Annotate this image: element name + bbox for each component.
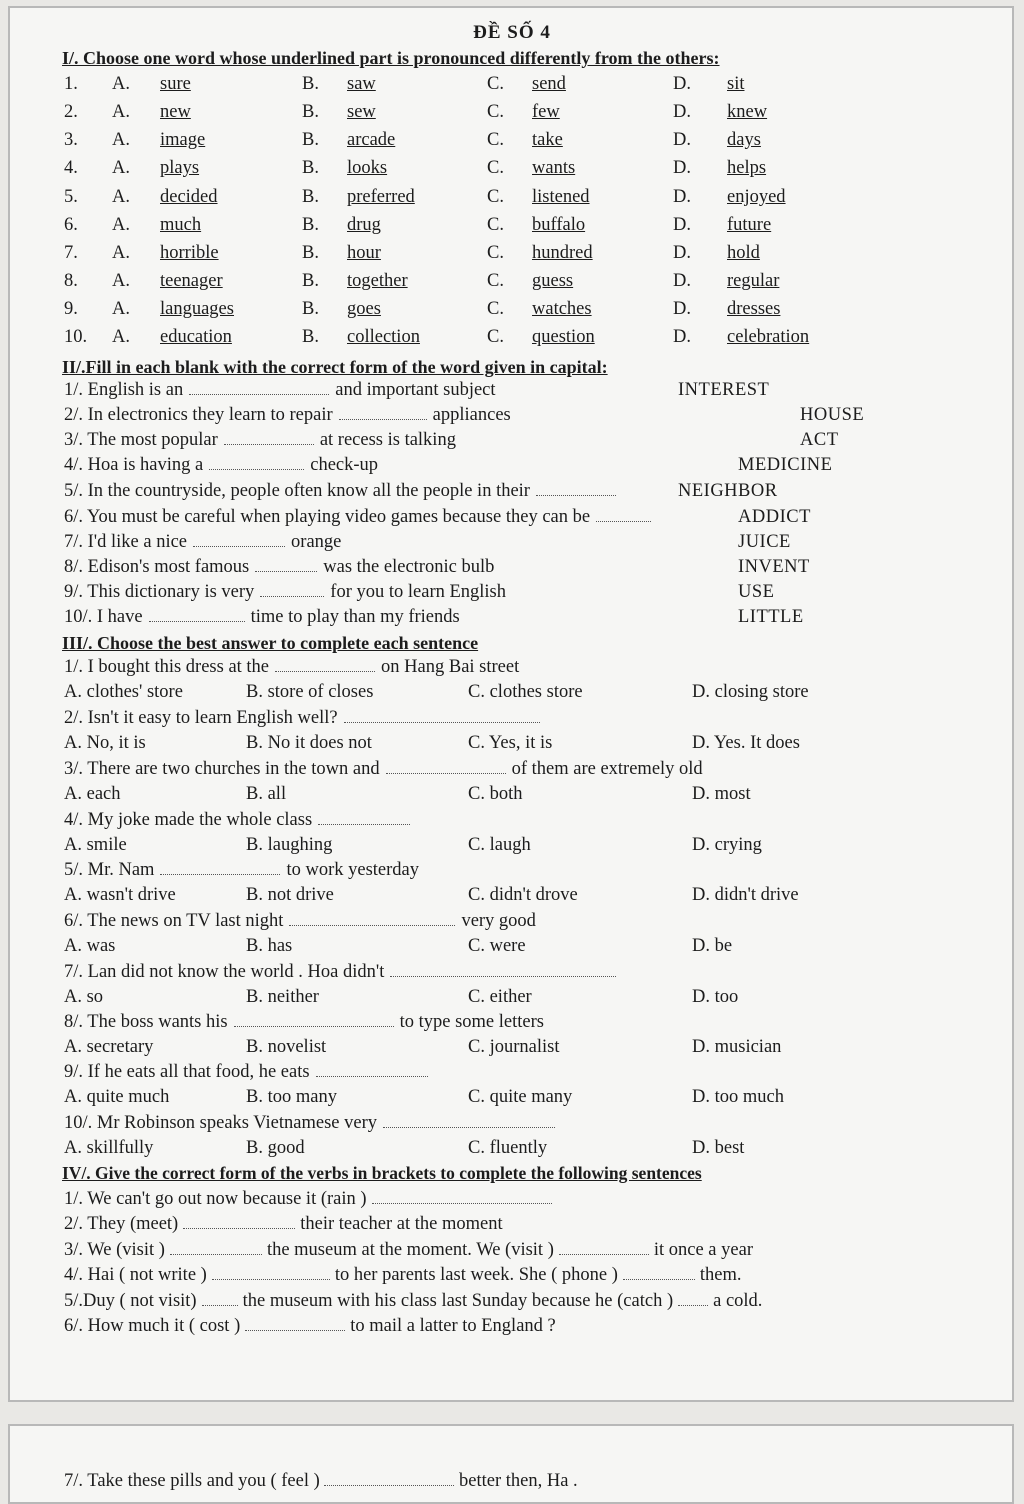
option-b[interactable]: B. neither xyxy=(246,987,319,1007)
item-text: 2/. They (meet) xyxy=(64,1214,179,1234)
option-c[interactable]: C. were xyxy=(468,936,526,956)
question-text: 4/. My joke made the whole class xyxy=(64,810,313,830)
section2-heading: II/.Fill in each blank with the correct form of the word given in capital: xyxy=(62,357,608,377)
section2-item xyxy=(64,605,460,629)
item-text: time to play than my friends xyxy=(250,607,460,627)
item-number: 5. xyxy=(64,187,78,207)
option-b-letter: B. xyxy=(302,299,319,319)
option-d[interactable]: D. musician xyxy=(692,1037,782,1057)
option-b[interactable]: B. too many xyxy=(246,1087,337,1107)
option-d-letter: D. xyxy=(673,299,691,319)
item-text: 7/. Take these pills and you ( feel ) xyxy=(64,1471,320,1491)
section2-item xyxy=(64,479,622,503)
section3-question xyxy=(64,960,622,984)
question-text: 7/. Lan did not know the world . Hoa didn't xyxy=(64,962,385,982)
option-b[interactable]: collection xyxy=(347,327,420,347)
answer-blank[interactable] xyxy=(275,655,375,672)
option-a[interactable]: education xyxy=(160,327,232,347)
answer-blank[interactable] xyxy=(170,1238,262,1255)
item-number: 7. xyxy=(64,243,78,263)
section3-question xyxy=(64,909,536,933)
option-b[interactable]: arcade xyxy=(347,130,396,150)
item-number: 10. xyxy=(64,327,88,347)
section3-question xyxy=(64,1060,434,1084)
section3-options xyxy=(0,1085,1024,1111)
option-c[interactable]: C. clothes store xyxy=(468,682,583,702)
section3-heading: III/. Choose the best answer to complete each sentence xyxy=(62,633,479,653)
option-c[interactable]: C. quite many xyxy=(468,1087,573,1107)
option-d[interactable]: D. most xyxy=(692,784,751,804)
option-b[interactable]: drug xyxy=(347,215,381,235)
option-c[interactable]: C. fluently xyxy=(468,1138,548,1158)
section2-item xyxy=(64,530,341,554)
section4-item xyxy=(64,1238,753,1262)
option-d[interactable]: celebration xyxy=(727,327,810,347)
option-a-letter: A. xyxy=(112,243,130,263)
option-a[interactable]: A. quite much xyxy=(64,1087,170,1107)
question-text: 2/. Isn't it easy to learn English well? xyxy=(64,708,338,728)
item-text: 7/. I'd like a nice xyxy=(64,532,188,552)
option-b-letter: B. xyxy=(302,243,319,263)
answer-blank[interactable] xyxy=(149,605,245,622)
section4-item xyxy=(64,1187,557,1211)
option-a[interactable]: decided xyxy=(160,187,218,207)
item-text: 4/. Hoa is having a xyxy=(64,455,204,475)
question-text: on Hang Bai street xyxy=(381,657,520,677)
option-d[interactable]: helps xyxy=(727,158,767,178)
answer-blank[interactable] xyxy=(596,505,651,522)
option-a[interactable]: A. clothes' store xyxy=(64,682,183,702)
question-text: 9/. If he eats all that food, he eats xyxy=(64,1062,310,1082)
item-text: better then, Ha . xyxy=(459,1471,578,1491)
item-text: 5/.Duy ( not visit) xyxy=(64,1291,197,1311)
capital-word: ACT xyxy=(800,430,839,450)
option-c-letter: C. xyxy=(487,74,504,94)
capital-word: MEDICINE xyxy=(738,455,833,475)
option-b-letter: B. xyxy=(302,271,319,291)
option-c-letter: C. xyxy=(487,299,504,319)
option-d[interactable]: future xyxy=(727,215,772,235)
option-d-letter: D. xyxy=(673,243,691,263)
option-d-letter: D. xyxy=(673,187,691,207)
section1-item xyxy=(0,100,1024,126)
option-a-letter: A. xyxy=(112,187,130,207)
option-a[interactable]: horrible xyxy=(160,243,219,263)
section1-item xyxy=(0,128,1024,154)
item-text: their teacher at the moment xyxy=(300,1214,503,1234)
item-text: 5/. In the countryside, people often know all the people in their xyxy=(64,481,530,501)
option-a-letter: A. xyxy=(112,271,130,291)
option-b[interactable]: B. laughing xyxy=(246,835,333,855)
option-a-letter: A. xyxy=(112,327,130,347)
item-text: for you to learn English xyxy=(330,582,507,602)
option-a[interactable]: teenager xyxy=(160,271,223,291)
option-b[interactable]: sew xyxy=(347,102,376,122)
question-text: to type some letters xyxy=(399,1012,544,1032)
item-text: 6/. You must be careful when playing video games because they can be xyxy=(64,507,591,527)
option-c-letter: C. xyxy=(487,102,504,122)
option-c-letter: C. xyxy=(487,215,504,235)
section2-item xyxy=(64,580,506,604)
capital-word: JUICE xyxy=(738,532,791,552)
section3-question xyxy=(64,1111,561,1135)
option-c[interactable]: wants xyxy=(532,158,576,178)
section2-item xyxy=(64,378,496,402)
answer-blank[interactable] xyxy=(183,1212,295,1229)
section3-options xyxy=(0,883,1024,909)
section3-question xyxy=(64,858,419,882)
item-text: 1/. We can't go out now because it (rain ) xyxy=(64,1189,367,1209)
item-text: to her parents last week. She ( phone ) xyxy=(334,1265,618,1285)
section3-question xyxy=(64,808,416,832)
section1-item xyxy=(0,241,1024,267)
section1-item xyxy=(0,213,1024,239)
option-c[interactable]: buffalo xyxy=(532,215,586,235)
item-text: was the electronic bulb xyxy=(323,557,495,577)
option-b[interactable]: B. No it does not xyxy=(246,733,372,753)
section2-item xyxy=(64,453,378,477)
section4-item xyxy=(64,1263,742,1287)
capital-word: INTEREST xyxy=(678,380,770,400)
item-text: 9/. This dictionary is very xyxy=(64,582,255,602)
option-c[interactable]: hundred xyxy=(532,243,593,263)
item-text: 3/. We (visit ) xyxy=(64,1240,165,1260)
option-a[interactable]: A. secretary xyxy=(64,1037,154,1057)
answer-blank[interactable] xyxy=(536,479,616,496)
capital-word: USE xyxy=(738,582,775,602)
option-d-letter: D. xyxy=(673,271,691,291)
item-text: 4/. Hai ( not write ) xyxy=(64,1265,207,1285)
option-b-letter: B. xyxy=(302,74,319,94)
option-c[interactable]: question xyxy=(532,327,595,347)
section3-question xyxy=(64,757,703,781)
answer-blank[interactable] xyxy=(316,1060,428,1077)
option-c[interactable]: guess xyxy=(532,271,574,291)
answer-blank[interactable] xyxy=(559,1238,649,1255)
option-c-letter: C. xyxy=(487,271,504,291)
answer-blank[interactable] xyxy=(255,555,317,572)
option-a[interactable]: plays xyxy=(160,158,200,178)
item-number: 9. xyxy=(64,299,78,319)
section4-heading: IV/. Give the correct form of the verbs in brackets to complete the following sentences xyxy=(62,1163,702,1183)
option-c-letter: C. xyxy=(487,243,504,263)
section3-question xyxy=(64,1010,544,1034)
item-text: appliances xyxy=(432,405,511,425)
option-c-letter: C. xyxy=(487,327,504,347)
answer-blank[interactable] xyxy=(234,1010,394,1027)
item-number: 6. xyxy=(64,215,78,235)
item-text: check-up xyxy=(310,455,379,475)
option-d[interactable]: knew xyxy=(727,102,768,122)
item-text: 6/. How much it ( cost ) xyxy=(64,1316,241,1336)
item-number: 4. xyxy=(64,158,78,178)
option-d-letter: D. xyxy=(673,74,691,94)
question-text: to work yesterday xyxy=(286,860,419,880)
question-text: 3/. There are two churches in the town and xyxy=(64,759,380,779)
section1-item xyxy=(0,185,1024,211)
section3-options xyxy=(0,985,1024,1011)
capital-word: LITTLE xyxy=(738,607,804,627)
item-number: 2. xyxy=(64,102,78,122)
answer-blank[interactable] xyxy=(390,960,616,977)
option-c[interactable]: C. Yes, it is xyxy=(468,733,553,753)
question-text: 6/. The news on TV last night xyxy=(64,911,284,931)
answer-blank[interactable] xyxy=(386,757,506,774)
option-b[interactable]: B. store of closes xyxy=(246,682,374,702)
option-b[interactable]: B. all xyxy=(246,784,287,804)
option-a-letter: A. xyxy=(112,102,130,122)
section3-options xyxy=(0,833,1024,859)
section4-item xyxy=(64,1314,556,1338)
section4-item xyxy=(64,1212,503,1236)
item-text: 2/. In electronics they learn to repair xyxy=(64,405,333,425)
option-b[interactable]: looks xyxy=(347,158,388,178)
option-d[interactable]: enjoyed xyxy=(727,187,786,207)
item-number: 1. xyxy=(64,74,78,94)
answer-blank[interactable] xyxy=(202,1289,238,1306)
option-d[interactable]: regular xyxy=(727,271,780,291)
option-b-letter: B. xyxy=(302,130,319,150)
item-text: them. xyxy=(699,1265,742,1285)
option-b[interactable]: preferred xyxy=(347,187,415,207)
option-b[interactable]: saw xyxy=(347,74,376,94)
capital-word: INVENT xyxy=(738,557,810,577)
option-c-letter: C. xyxy=(487,187,504,207)
exam-title: ĐỀ SỐ 4 xyxy=(473,22,551,43)
section3-options xyxy=(0,731,1024,757)
option-d[interactable]: days xyxy=(727,130,761,150)
section2-item xyxy=(64,403,511,427)
option-a-letter: A. xyxy=(112,215,130,235)
option-d[interactable]: D. be xyxy=(692,936,733,956)
option-a[interactable]: A. wasn't drive xyxy=(64,885,176,905)
question-text: 8/. The boss wants his xyxy=(64,1012,228,1032)
answer-blank[interactable] xyxy=(324,1469,454,1486)
section1-item xyxy=(0,72,1024,98)
option-a[interactable]: much xyxy=(160,215,202,235)
option-a[interactable]: languages xyxy=(160,299,234,319)
section3-options xyxy=(0,1035,1024,1061)
option-c[interactable]: take xyxy=(532,130,563,150)
option-c[interactable]: C. both xyxy=(468,784,523,804)
option-d-letter: D. xyxy=(673,102,691,122)
item-text: 3/. The most popular xyxy=(64,430,218,450)
answer-blank[interactable] xyxy=(260,580,324,597)
item-text: the museum with his class last Sunday because he (catch ) xyxy=(242,1291,674,1311)
option-a[interactable]: A. was xyxy=(64,936,116,956)
option-d[interactable]: D. didn't drive xyxy=(692,885,799,905)
option-b-letter: B. xyxy=(302,327,319,347)
answer-blank[interactable] xyxy=(224,428,314,445)
option-c[interactable]: C. laugh xyxy=(468,835,531,855)
section1-item xyxy=(0,156,1024,182)
option-b[interactable]: B. not drive xyxy=(246,885,334,905)
question-text: 5/. Mr. Nam xyxy=(64,860,155,880)
option-a[interactable]: sure xyxy=(160,74,191,94)
option-a[interactable]: image xyxy=(160,130,206,150)
option-d[interactable]: hold xyxy=(727,243,760,263)
option-d[interactable]: dresses xyxy=(727,299,781,319)
option-d[interactable]: D. too xyxy=(692,987,739,1007)
section3-question xyxy=(64,655,519,679)
option-b-letter: B. xyxy=(302,215,319,235)
section4-item xyxy=(64,1289,762,1313)
option-c-letter: C. xyxy=(487,158,504,178)
option-c[interactable]: C. either xyxy=(468,987,532,1007)
question-text: 10/. Mr Robinson speaks Vietnamese very xyxy=(64,1113,378,1133)
item-text: a cold. xyxy=(713,1291,763,1311)
option-b[interactable]: B. has xyxy=(246,936,293,956)
option-d-letter: D. xyxy=(673,215,691,235)
option-d[interactable]: D. closing store xyxy=(692,682,809,702)
question-text: 1/. I bought this dress at the xyxy=(64,657,270,677)
answer-blank[interactable] xyxy=(209,453,304,470)
option-d-letter: D. xyxy=(673,327,691,347)
option-a-letter: A. xyxy=(112,130,130,150)
option-a-letter: A. xyxy=(112,299,130,319)
section2-item xyxy=(64,428,456,452)
section1-item xyxy=(0,269,1024,295)
answer-blank[interactable] xyxy=(318,808,410,825)
question-text: of them are extremely old xyxy=(511,759,703,779)
answer-blank[interactable] xyxy=(212,1263,330,1280)
option-d-letter: D. xyxy=(673,158,691,178)
option-a[interactable]: A. smile xyxy=(64,835,127,855)
answer-blank[interactable] xyxy=(372,1187,552,1204)
section4-item-7 xyxy=(64,1469,578,1493)
option-a-letter: A. xyxy=(112,158,130,178)
option-a-letter: A. xyxy=(112,74,130,94)
option-a[interactable]: A. No, it is xyxy=(64,733,146,753)
section3-options xyxy=(0,934,1024,960)
option-a[interactable]: A. each xyxy=(64,784,121,804)
option-c[interactable]: C. didn't drove xyxy=(468,885,578,905)
option-d-letter: D. xyxy=(673,130,691,150)
answer-blank[interactable] xyxy=(289,909,455,926)
option-b[interactable]: B. good xyxy=(246,1138,305,1158)
item-text: 1/. English is an xyxy=(64,380,184,400)
option-c[interactable]: listened xyxy=(532,187,590,207)
option-b[interactable]: B. novelist xyxy=(246,1037,327,1057)
capital-word: HOUSE xyxy=(800,405,865,425)
section3-options xyxy=(0,1136,1024,1162)
option-a[interactable]: A. so xyxy=(64,987,104,1007)
option-a[interactable]: A. skillfully xyxy=(64,1138,154,1158)
section3-options xyxy=(0,680,1024,706)
section3-options xyxy=(0,782,1024,808)
option-a[interactable]: new xyxy=(160,102,191,122)
answer-blank[interactable] xyxy=(245,1314,345,1331)
section2-item xyxy=(64,505,657,529)
answer-blank[interactable] xyxy=(193,530,285,547)
answer-blank[interactable] xyxy=(344,706,540,723)
option-c[interactable]: watches xyxy=(532,299,592,319)
item-number: 8. xyxy=(64,271,78,291)
section1-item xyxy=(0,325,1024,351)
option-d[interactable]: sit xyxy=(727,74,745,94)
answer-blank[interactable] xyxy=(383,1111,555,1128)
item-text: to mail a latter to England ? xyxy=(350,1316,556,1336)
answer-blank[interactable] xyxy=(339,403,427,420)
option-b-letter: B. xyxy=(302,102,319,122)
section1-item xyxy=(0,297,1024,323)
option-b[interactable]: hour xyxy=(347,243,381,263)
item-text: orange xyxy=(291,532,342,552)
item-text: 8/. Edison's most famous xyxy=(64,557,250,577)
section2-item xyxy=(64,555,494,579)
option-d[interactable]: D. too much xyxy=(692,1087,784,1107)
option-c-letter: C. xyxy=(487,130,504,150)
option-d[interactable]: D. crying xyxy=(692,835,762,855)
item-text: it once a year xyxy=(653,1240,753,1260)
item-text: 10/. I have xyxy=(64,607,143,627)
option-d[interactable]: D. best xyxy=(692,1138,745,1158)
option-c[interactable]: C. journalist xyxy=(468,1037,560,1057)
item-text: and important subject xyxy=(335,380,496,400)
answer-blank[interactable] xyxy=(623,1263,695,1280)
option-c[interactable]: few xyxy=(532,102,560,122)
option-d[interactable]: D. Yes. It does xyxy=(692,733,800,753)
answer-blank[interactable] xyxy=(678,1289,708,1306)
item-text: at recess is talking xyxy=(319,430,456,450)
answer-blank[interactable] xyxy=(160,858,280,875)
option-c[interactable]: send xyxy=(532,74,566,94)
capital-word: ADDICT xyxy=(738,507,811,527)
item-text: the museum at the moment. We (visit ) xyxy=(266,1240,554,1260)
option-b[interactable]: goes xyxy=(347,299,381,319)
capital-word: NEIGHBOR xyxy=(678,481,778,501)
option-b[interactable]: together xyxy=(347,271,408,291)
section1-heading: I/. Choose one word whose underlined part is pronounced differently from the others: xyxy=(62,48,720,68)
option-b-letter: B. xyxy=(302,187,319,207)
item-number: 3. xyxy=(64,130,78,150)
option-b-letter: B. xyxy=(302,158,319,178)
section3-question xyxy=(64,706,546,730)
question-text: very good xyxy=(461,911,536,931)
answer-blank[interactable] xyxy=(189,378,329,395)
